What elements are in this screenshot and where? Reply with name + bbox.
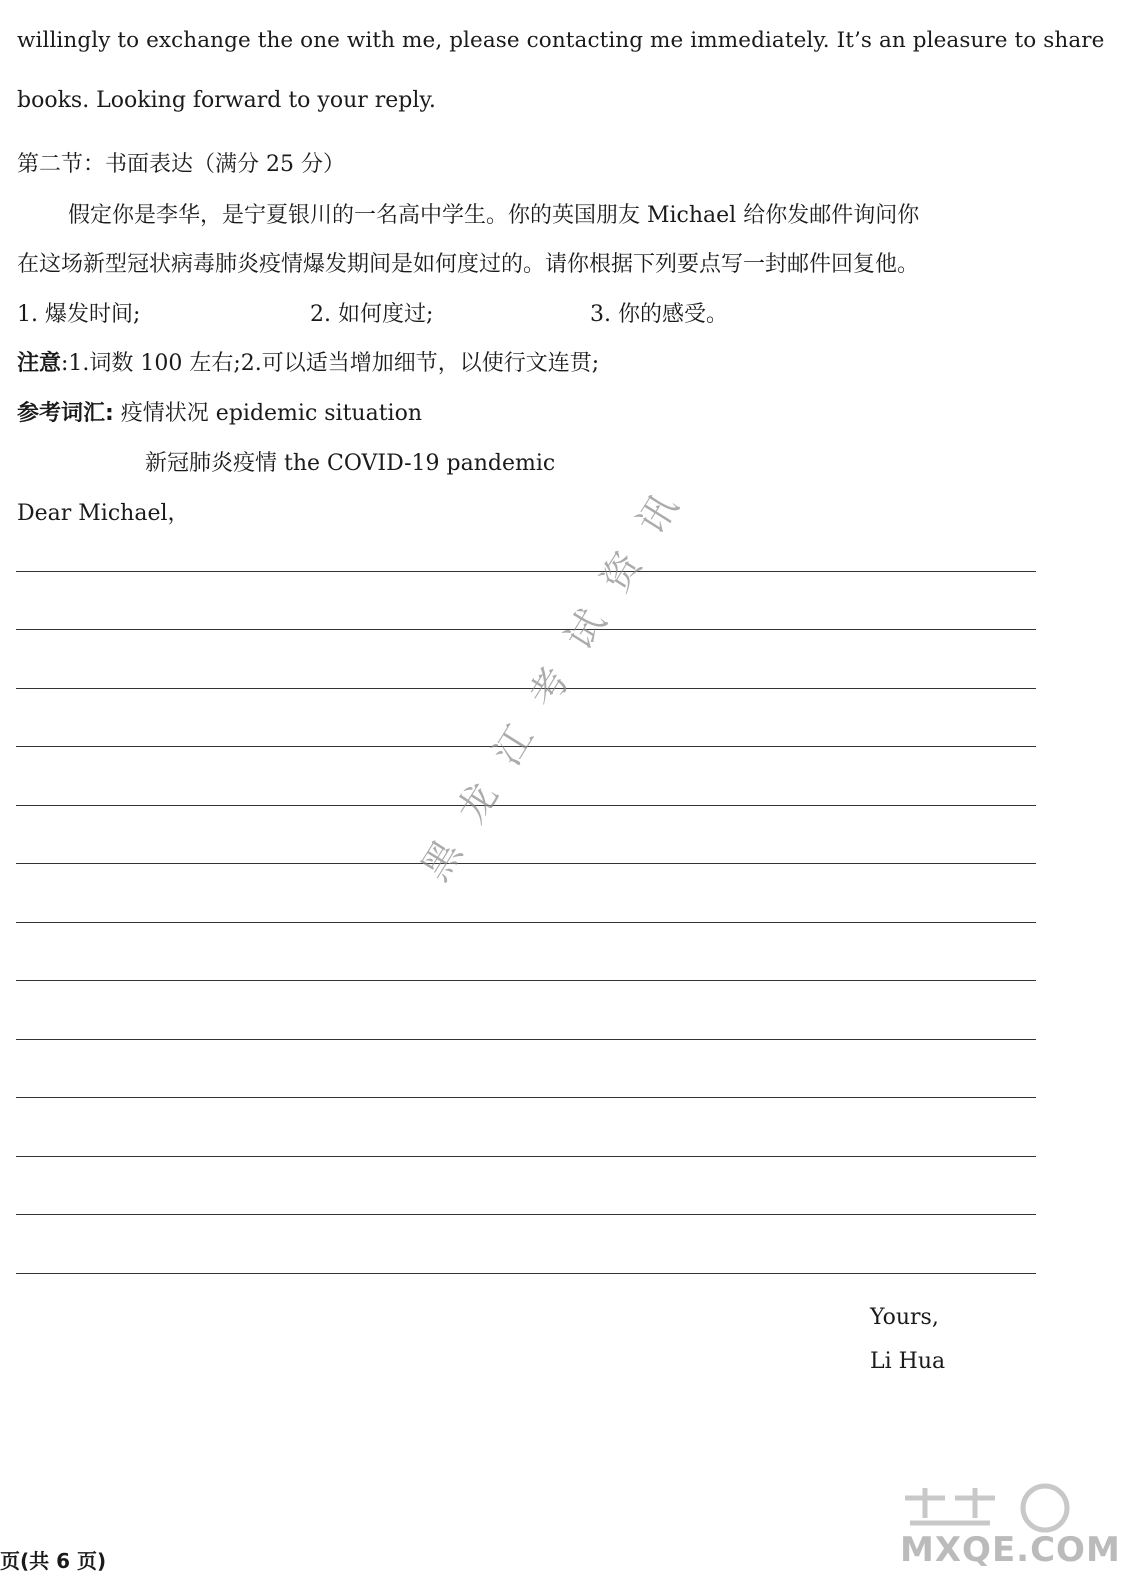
letter-signature: Li Hua (870, 1349, 946, 1374)
writing-line (16, 629, 1036, 630)
passage-line-2: books. Looking forward to your reply. (17, 88, 436, 113)
page-footer: 页(共 6 页) (0, 1549, 107, 1573)
watermark: 黑龙江考试资讯 (412, 461, 703, 889)
point-2: 2. 如何度过; (310, 302, 434, 327)
vocab-label: 参考词汇: (17, 401, 114, 426)
writing-line (16, 1273, 1036, 1274)
writing-line (16, 863, 1036, 864)
site-logo-text: MXQE.COM (900, 1530, 1121, 1570)
section-heading: 第二节：书面表达（满分 25 分） (17, 152, 345, 177)
letter-closing: Yours, (870, 1305, 939, 1330)
writing-line (16, 1214, 1036, 1215)
vocab-item-2: 新冠肺炎疫情 the COVID-19 pandemic (145, 451, 556, 476)
note-label: 注意 (17, 351, 62, 376)
task-line-1: 假定你是李华，是宁夏银川的一名高中学生。你的英国朋友 Michael 给你发邮件询问你 (68, 203, 920, 228)
letter-greeting: Dear Michael， (17, 501, 190, 526)
note-text: :1.词数 100 左右;2.可以适当增加细节，以使行文连贯; (61, 351, 600, 376)
point-3: 3. 你的感受。 (590, 302, 728, 327)
vocab-line-1 (17, 396, 422, 427)
writing-line (16, 1156, 1036, 1157)
point-1: 1. 爆发时间; (17, 302, 141, 327)
writing-line (16, 1097, 1036, 1098)
note (17, 346, 599, 377)
writing-line (16, 1039, 1036, 1040)
vocab-item-1: 疫情状况 epidemic situation (113, 401, 422, 426)
writing-line (16, 805, 1036, 806)
writing-line (16, 571, 1036, 572)
writing-line (16, 922, 1036, 923)
task-line-2: 在这场新型冠状病毒肺炎疫情爆发期间是如何度过的。请你根据下列要点写一封邮件回复他。 (17, 252, 920, 277)
writing-line (16, 980, 1036, 981)
passage-line-1: willingly to exchange the one with me, please contacting me immediately. It’s an pleasure to share (17, 28, 1105, 53)
